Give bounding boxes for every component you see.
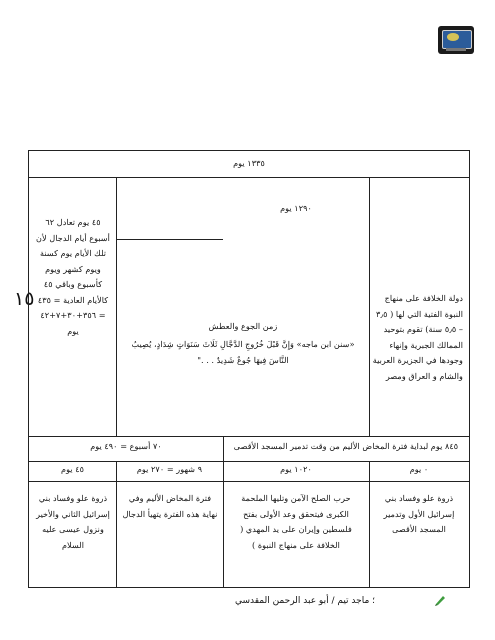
day-45-header: ٤٥ يوم [61,464,84,474]
peace-war-cell: حرب الصلح الآمن وتليها الملحمة الكبرى فيتحقق وعد الأولى بفتح فلسطين وإيران على يد المهدي ( الخلافة على منهاج النبوة ) [240,493,352,550]
author-credit: ؛ ماجد تيم / أبو عبد الرحمن المقدسي [234,596,375,606]
tv-logo [438,26,474,54]
labor-period-cell: فترة المخاض الأليم وفي نهاية هذه الفترة يتهيأ الدجال [122,493,218,519]
day-0-header: ٠ يوم [409,464,429,474]
total-1290-cell: ١٢٩٠ يوم [280,203,312,213]
timeline-table [28,150,470,588]
pencil-icon [434,593,448,607]
caliphate-description-cell: دولة الخلافة على منهاج النبوة الفتية التي لها ( ٣٫٥ – ٥٫٥ سنة) تقوم بتوحيد الممالك الجبرية وإنهاء وجودها في الجزيرة العربية والشام و العراق ومصر [372,293,463,381]
first-corruption-cell: ذروة علو وفساد بني إسرائيل الأول وتدمير المسجد الأقصى [383,493,455,535]
second-corruption-cell: ذروة علو وفساد بني إسرائيل الثاني والأخير ونزول عيسى عليه السلام [36,493,110,550]
months-9-header: ٩ شهور = ٢٧٠ يوم [136,464,203,474]
page-number: ١٥ [14,288,35,310]
weeks-70-cell: ٧٠ أسبوع = ٤٩٠ يوم [90,441,162,451]
hadith-quote: «سنن ابن ماجه» وَإِنَّ قَبْلَ خُرُوجِ الدَّجَّالِ ثَلَاثَ سَنَوَاتٍ شِدَادٍ، يُصِيبُ النَّاسَ فِيهَا جُوعٌ شَدِيدٌ . . ." [131,339,355,365]
days-845-cell: ٨٤٥ يوم لبداية فترة المخاض الأليم من وقت تدمير المسجد الأقصى [233,441,459,451]
day-1020-header: ١٠٢٠ يوم [280,464,312,474]
dajjal-days-cell: ٤٥ يوم تعادل ٦٢ أسبوع أيام الدجال لأن تلك الأيام يوم كسنة ويوم كشهر ويوم كأسبوع وباقي ٤٥ كالأيام العادية = ٤٣٥ = ٣٥٦+٣٠+٧+٤٢ يوم [36,217,110,337]
total-days-cell: ١٣٣٥ يوم [233,158,265,168]
famine-title: زمن الجوع والعطش [208,321,278,331]
